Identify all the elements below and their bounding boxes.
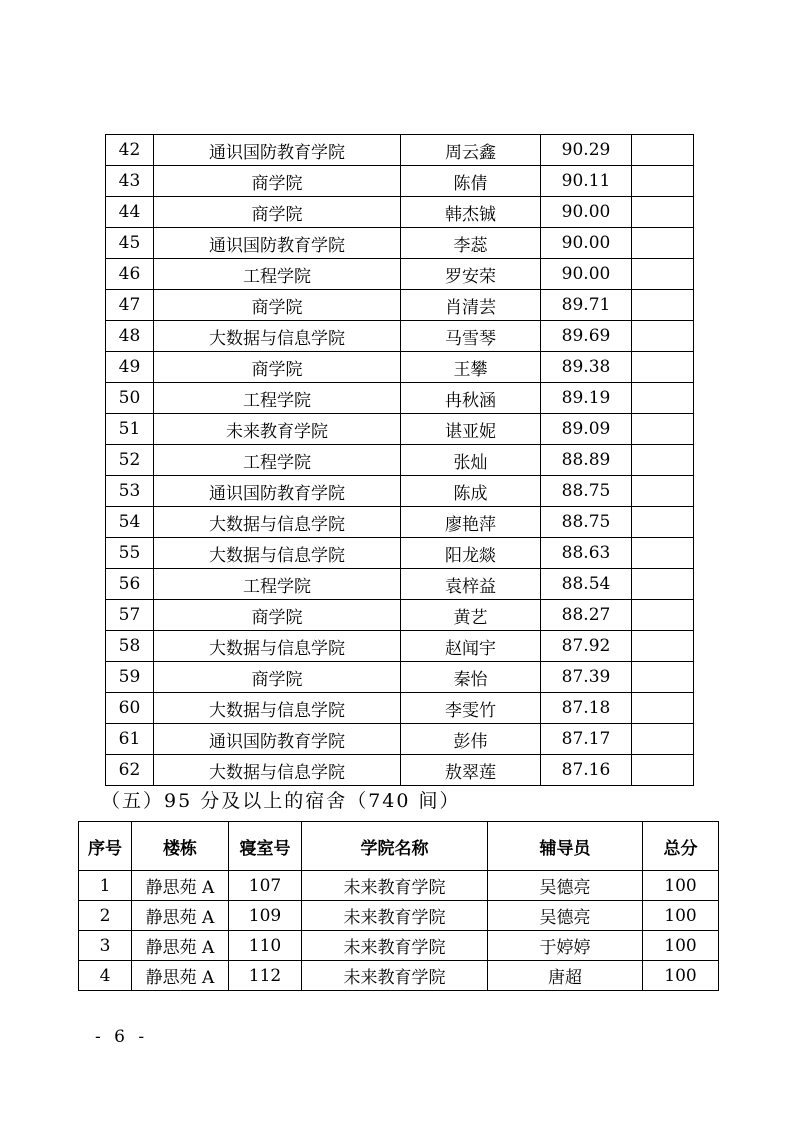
header-college-name: 学院名称	[302, 822, 488, 871]
score-cell: 87.39	[541, 662, 632, 693]
score-cell: 89.69	[541, 321, 632, 352]
note-cell	[632, 290, 694, 321]
table-row	[106, 383, 694, 414]
college-cell: 通识国防教育学院	[154, 228, 401, 259]
table-row	[106, 445, 694, 476]
counselor-cell: 吴德亮	[488, 901, 643, 931]
table-row	[106, 693, 694, 724]
table-row	[106, 166, 694, 197]
rank-number-cell: 48	[106, 321, 154, 352]
college-cell: 大数据与信息学院	[154, 755, 401, 786]
rank-number-cell: 62	[106, 755, 154, 786]
building-cell: 静思苑 A	[132, 961, 229, 991]
note-cell	[632, 507, 694, 538]
student-name-cell: 冉秋涵	[401, 383, 541, 414]
college-cell: 未来教育学院	[302, 961, 488, 991]
table-row	[106, 228, 694, 259]
college-cell: 商学院	[154, 197, 401, 228]
counselor-cell: 唐超	[488, 961, 643, 991]
student-name-cell: 秦怡	[401, 662, 541, 693]
college-cell: 未来教育学院	[302, 871, 488, 901]
table-row	[106, 321, 694, 352]
rank-number-cell: 51	[106, 414, 154, 445]
header-serial-number: 序号	[79, 822, 132, 871]
note-cell	[632, 352, 694, 383]
student-name-cell: 张灿	[401, 445, 541, 476]
building-cell: 静思苑 A	[132, 931, 229, 961]
college-cell: 工程学院	[154, 383, 401, 414]
room-number-cell: 112	[229, 961, 302, 991]
score-cell: 90.00	[541, 197, 632, 228]
rank-number-cell: 60	[106, 693, 154, 724]
student-name-cell: 谌亚妮	[401, 414, 541, 445]
header-building: 楼栋	[132, 822, 229, 871]
student-ranking-table	[105, 134, 694, 786]
table-row	[106, 259, 694, 290]
student-name-cell: 周云鑫	[401, 135, 541, 166]
score-cell: 87.16	[541, 755, 632, 786]
note-cell	[632, 321, 694, 352]
college-cell: 工程学院	[154, 259, 401, 290]
table-row	[79, 961, 719, 991]
serial-number-cell: 3	[79, 931, 132, 961]
total-score-cell: 100	[643, 931, 719, 961]
table-row	[106, 600, 694, 631]
note-cell	[632, 135, 694, 166]
college-cell: 通识国防教育学院	[154, 476, 401, 507]
college-cell: 通识国防教育学院	[154, 724, 401, 755]
dormitory-table	[78, 821, 719, 991]
note-cell	[632, 228, 694, 259]
rank-number-cell: 50	[106, 383, 154, 414]
table-row	[106, 476, 694, 507]
header-total-score: 总分	[643, 822, 719, 871]
score-cell: 88.75	[541, 476, 632, 507]
rank-number-cell: 45	[106, 228, 154, 259]
ranking-table-body	[106, 135, 694, 786]
note-cell	[632, 631, 694, 662]
room-number-cell: 109	[229, 901, 302, 931]
note-cell	[632, 569, 694, 600]
section-heading: （五）95 分及以上的宿舍（740 间）	[101, 790, 461, 812]
rank-number-cell: 61	[106, 724, 154, 755]
student-name-cell: 马雪琴	[401, 321, 541, 352]
student-name-cell: 黄艺	[401, 600, 541, 631]
serial-number-cell: 2	[79, 901, 132, 931]
rank-number-cell: 49	[106, 352, 154, 383]
rank-number-cell: 52	[106, 445, 154, 476]
student-name-cell: 罗安荣	[401, 259, 541, 290]
note-cell	[632, 600, 694, 631]
table-row	[106, 724, 694, 755]
college-cell: 未来教育学院	[302, 931, 488, 961]
college-cell: 商学院	[154, 166, 401, 197]
rank-number-cell: 57	[106, 600, 154, 631]
college-cell: 商学院	[154, 290, 401, 321]
score-cell: 90.11	[541, 166, 632, 197]
score-cell: 90.00	[541, 259, 632, 290]
serial-number-cell: 1	[79, 871, 132, 901]
college-cell: 大数据与信息学院	[154, 693, 401, 724]
student-name-cell: 陈成	[401, 476, 541, 507]
page-number: - 6 -	[95, 1027, 149, 1047]
counselor-cell: 吴德亮	[488, 871, 643, 901]
serial-number-cell: 4	[79, 961, 132, 991]
building-cell: 静思苑 A	[132, 871, 229, 901]
rank-number-cell: 43	[106, 166, 154, 197]
note-cell	[632, 662, 694, 693]
score-cell: 87.17	[541, 724, 632, 755]
dorm-table-header-row	[79, 822, 719, 871]
note-cell	[632, 755, 694, 786]
note-cell	[632, 414, 694, 445]
student-name-cell: 赵闻宇	[401, 631, 541, 662]
score-cell: 89.38	[541, 352, 632, 383]
student-name-cell: 陈倩	[401, 166, 541, 197]
rank-number-cell: 46	[106, 259, 154, 290]
note-cell	[632, 476, 694, 507]
table-row	[106, 135, 694, 166]
header-room-number: 寝室号	[229, 822, 302, 871]
college-cell: 大数据与信息学院	[154, 538, 401, 569]
score-cell: 89.09	[541, 414, 632, 445]
score-cell: 90.29	[541, 135, 632, 166]
student-name-cell: 敖翠莲	[401, 755, 541, 786]
college-cell: 工程学院	[154, 445, 401, 476]
table-row	[106, 631, 694, 662]
room-number-cell: 107	[229, 871, 302, 901]
table-row	[79, 931, 719, 961]
college-cell: 大数据与信息学院	[154, 321, 401, 352]
rank-number-cell: 56	[106, 569, 154, 600]
college-cell: 大数据与信息学院	[154, 631, 401, 662]
score-cell: 89.19	[541, 383, 632, 414]
total-score-cell: 100	[643, 901, 719, 931]
note-cell	[632, 693, 694, 724]
student-name-cell: 李雯竹	[401, 693, 541, 724]
student-name-cell: 廖艳萍	[401, 507, 541, 538]
table-row	[106, 662, 694, 693]
table-row	[106, 414, 694, 445]
score-cell: 88.54	[541, 569, 632, 600]
rank-number-cell: 47	[106, 290, 154, 321]
college-cell: 未来教育学院	[302, 901, 488, 931]
rank-number-cell: 58	[106, 631, 154, 662]
score-cell: 88.63	[541, 538, 632, 569]
rank-number-cell: 59	[106, 662, 154, 693]
college-cell: 商学院	[154, 352, 401, 383]
rank-number-cell: 42	[106, 135, 154, 166]
table-row	[106, 290, 694, 321]
total-score-cell: 100	[643, 871, 719, 901]
score-cell: 90.00	[541, 228, 632, 259]
table-row	[106, 755, 694, 786]
rank-number-cell: 55	[106, 538, 154, 569]
rank-number-cell: 54	[106, 507, 154, 538]
student-name-cell: 袁梓益	[401, 569, 541, 600]
room-number-cell: 110	[229, 931, 302, 961]
note-cell	[632, 445, 694, 476]
header-counselor: 辅导员	[488, 822, 643, 871]
note-cell	[632, 259, 694, 290]
score-cell: 89.71	[541, 290, 632, 321]
student-name-cell: 阳龙燚	[401, 538, 541, 569]
rank-number-cell: 53	[106, 476, 154, 507]
table-row	[106, 569, 694, 600]
rank-number-cell: 44	[106, 197, 154, 228]
college-cell: 商学院	[154, 600, 401, 631]
note-cell	[632, 166, 694, 197]
counselor-cell: 于婷婷	[488, 931, 643, 961]
student-name-cell: 韩杰铖	[401, 197, 541, 228]
table-row	[106, 197, 694, 228]
table-row	[79, 871, 719, 901]
college-cell: 未来教育学院	[154, 414, 401, 445]
total-score-cell: 100	[643, 961, 719, 991]
score-cell: 88.75	[541, 507, 632, 538]
table-row	[79, 901, 719, 931]
student-name-cell: 李蕊	[401, 228, 541, 259]
score-cell: 87.92	[541, 631, 632, 662]
table-row	[106, 352, 694, 383]
note-cell	[632, 383, 694, 414]
table-row	[106, 538, 694, 569]
note-cell	[632, 538, 694, 569]
college-cell: 大数据与信息学院	[154, 507, 401, 538]
table-row	[106, 507, 694, 538]
building-cell: 静思苑 A	[132, 901, 229, 931]
college-cell: 通识国防教育学院	[154, 135, 401, 166]
score-cell: 88.89	[541, 445, 632, 476]
college-cell: 工程学院	[154, 569, 401, 600]
dorm-table-body	[79, 871, 719, 991]
score-cell: 87.18	[541, 693, 632, 724]
college-cell: 商学院	[154, 662, 401, 693]
student-name-cell: 王攀	[401, 352, 541, 383]
score-cell: 88.27	[541, 600, 632, 631]
note-cell	[632, 197, 694, 228]
student-name-cell: 彭伟	[401, 724, 541, 755]
student-name-cell: 肖清芸	[401, 290, 541, 321]
note-cell	[632, 724, 694, 755]
